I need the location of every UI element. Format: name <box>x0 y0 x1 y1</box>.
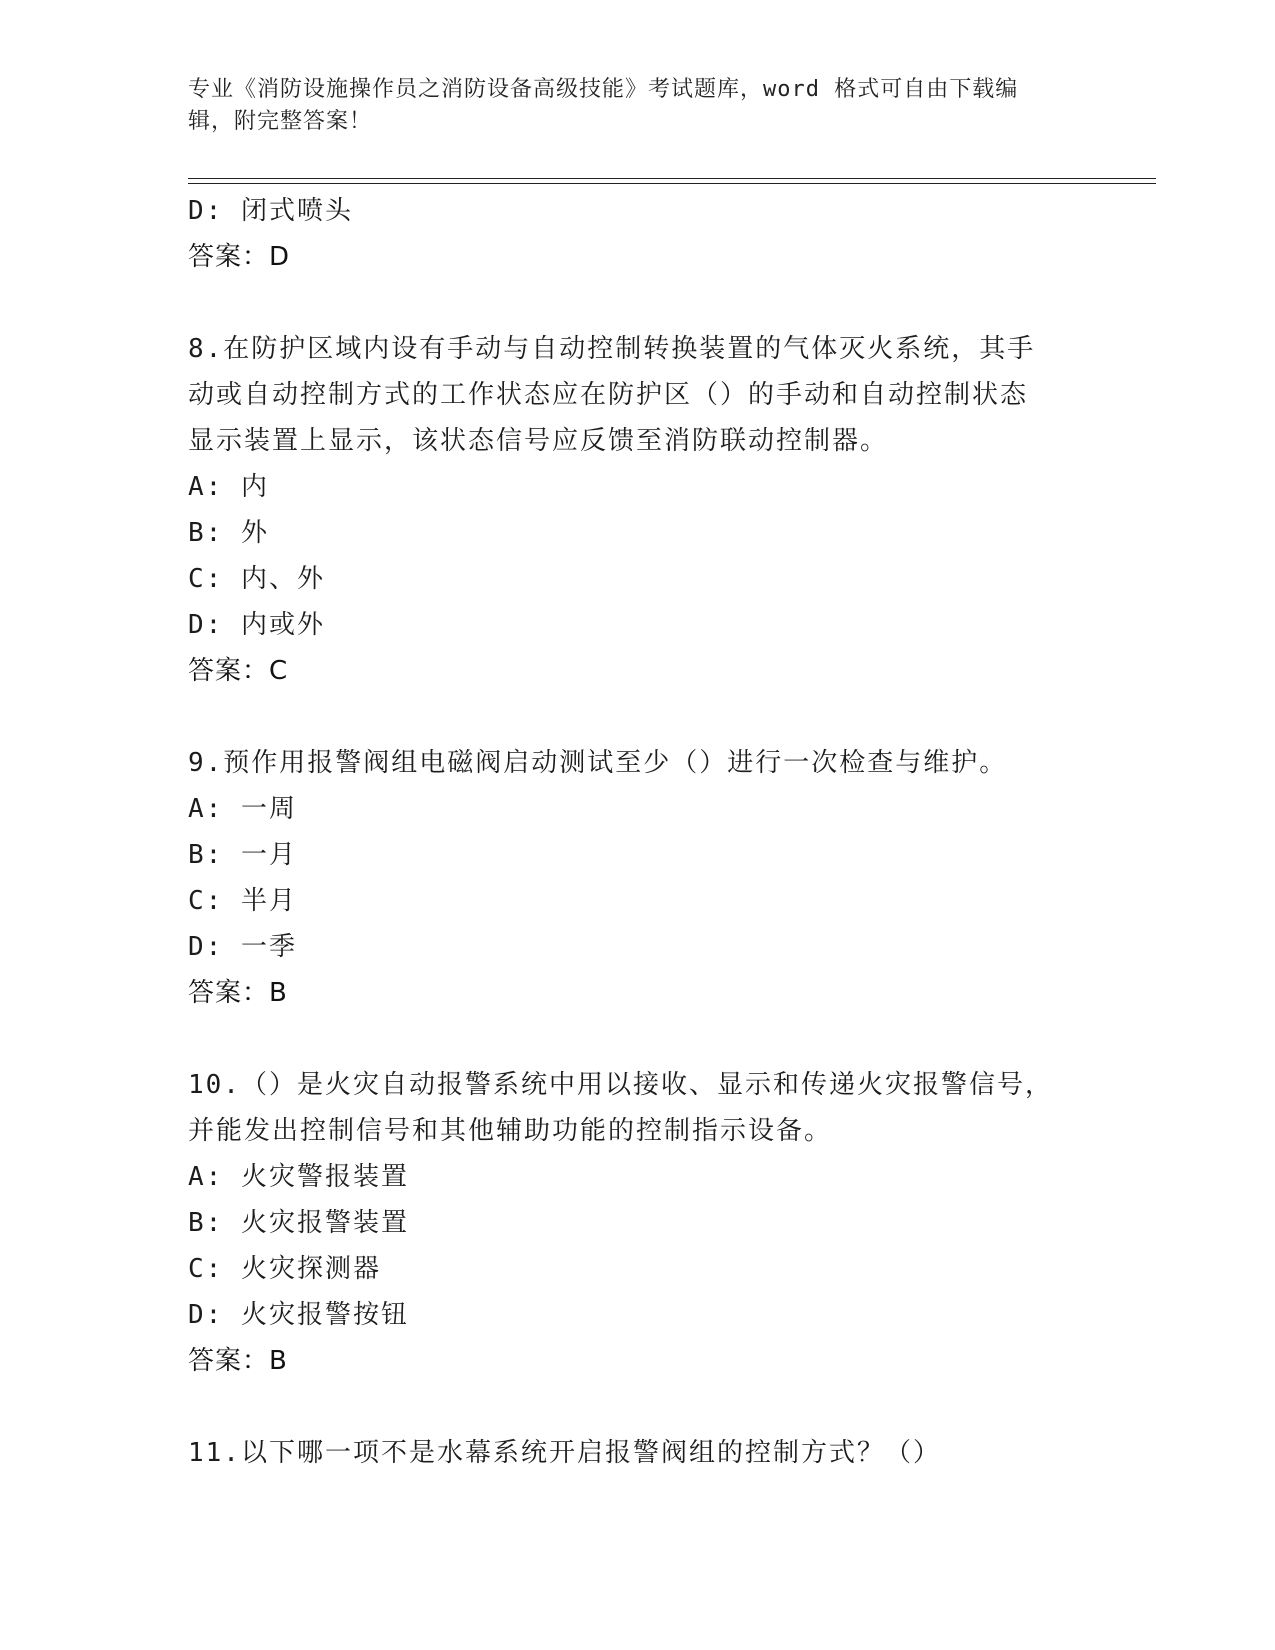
question-stem: 10.（）是火灾自动报警系统中用以接收、显示和传递火灾报警信号， <box>188 1070 1053 1100</box>
option-a: A: 一周 <box>188 794 297 824</box>
question-8 <box>188 326 1088 694</box>
question-stem: 9.预作用报警阀组电磁阀启动测试至少（）进行一次检查与维护。 <box>188 748 1008 778</box>
question-list <box>188 188 1088 1476</box>
question-stem: 动或自动控制方式的工作状态应在防护区（）的手动和自动控制状态 <box>188 380 1029 410</box>
question-stem: 8.在防护区域内设有手动与自动控制转换装置的气体灭火系统，其手 <box>188 334 1036 364</box>
question-9 <box>188 740 1088 1016</box>
header-line-1: 专业《消防设施操作员之消防设备高级技能》考试题库，word 格式可自由下载编 <box>188 77 1019 102</box>
header-divider-bottom <box>188 183 1156 184</box>
answer: 答案：B <box>188 1346 288 1376</box>
page-header <box>188 74 1068 138</box>
answer: 答案：B <box>188 978 288 1008</box>
question-7-tail <box>188 188 1088 280</box>
option-d: D: 内或外 <box>188 610 325 640</box>
spacer <box>188 1016 1088 1062</box>
answer: 答案：D <box>188 242 291 272</box>
option-d: D: 火灾报警按钮 <box>188 1300 409 1330</box>
question-10 <box>188 1062 1088 1384</box>
option-d: D: 一季 <box>188 932 297 962</box>
option-c: C: 半月 <box>188 886 297 916</box>
option-d: D: 闭式喷头 <box>188 196 353 226</box>
question-stem: 11.以下哪一项不是水幕系统开启报警阀组的控制方式？（） <box>188 1438 941 1468</box>
option-a: A: 内 <box>188 472 269 502</box>
spacer <box>188 280 1088 326</box>
answer: 答案：C <box>188 656 289 686</box>
spacer <box>188 694 1088 740</box>
option-b: B: 外 <box>188 518 269 548</box>
header-line-2: 辑，附完整答案！ <box>188 109 373 134</box>
option-c: C: 内、外 <box>188 564 325 594</box>
question-stem: 显示装置上显示，该状态信号应反馈至消防联动控制器。 <box>188 426 889 456</box>
option-b: B: 火灾报警装置 <box>188 1208 409 1238</box>
option-a: A: 火灾警报装置 <box>188 1162 409 1192</box>
question-stem: 并能发出控制信号和其他辅助功能的控制指示设备。 <box>188 1116 833 1146</box>
header-divider-top <box>188 178 1156 179</box>
option-c: C: 火灾探测器 <box>188 1254 381 1284</box>
question-11 <box>188 1430 1088 1476</box>
spacer <box>188 1384 1088 1430</box>
option-b: B: 一月 <box>188 840 297 870</box>
